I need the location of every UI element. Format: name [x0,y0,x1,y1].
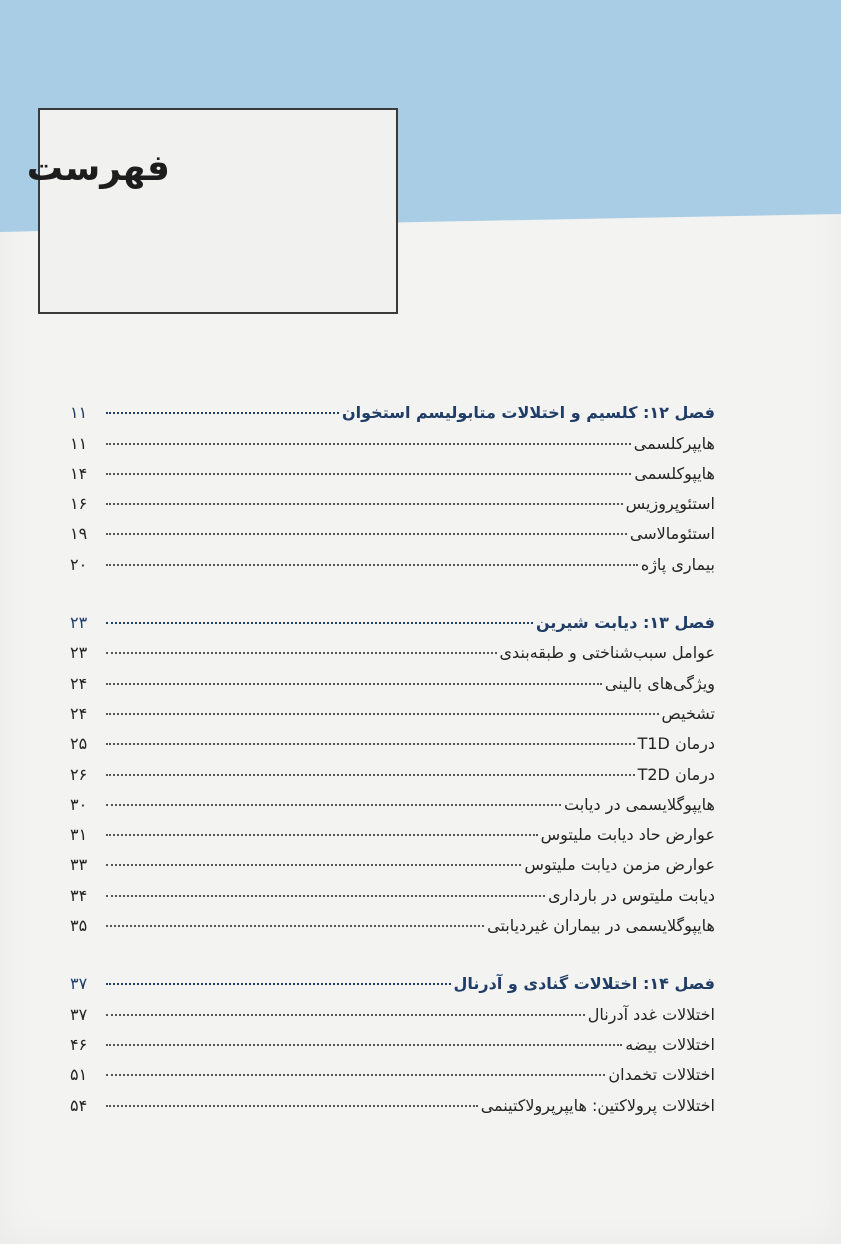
entry-title: ویژگی‌های بالینی [604,673,715,693]
page-number: ۳۰ [70,794,88,814]
entry-title: هایپوگلایسمی در دیابت [564,794,715,814]
toc-entry[interactable] [70,1054,715,1084]
table-of-contents [70,392,715,1143]
entry-title: بیماری پاژه [640,554,715,574]
toc-entry[interactable] [70,662,715,692]
dot-leader [106,1105,478,1107]
toc-entry[interactable] [70,632,715,662]
dot-leader [106,503,623,505]
dot-leader [106,1014,585,1016]
page-number: ۵۴ [70,1095,88,1115]
toc-entry[interactable] [70,693,715,723]
page-number: ۲۴ [70,673,88,693]
dot-leader [106,473,631,475]
dot-leader [106,895,545,897]
dot-leader [106,983,451,985]
page-number: ۲۵ [70,734,88,754]
dot-leader [106,925,484,927]
dot-leader [106,533,627,535]
page-number: ۱۹ [70,524,88,544]
dot-leader [106,864,521,866]
toc-entry[interactable] [70,723,715,753]
toc-section [70,963,715,1114]
toc-entry[interactable] [70,453,715,483]
entry-title: استئوپروزیس [625,494,715,514]
entry-title: تشخیص [661,703,715,723]
dot-leader [106,774,635,776]
entry-title: هایپوکلسمی [634,463,715,483]
dot-leader [106,622,533,624]
toc-entry[interactable] [70,814,715,844]
page-number: ۲۶ [70,764,88,784]
page-number: ۲۳ [70,613,88,633]
toc-entry[interactable] [70,1084,715,1114]
dot-leader [106,834,538,836]
dot-leader [106,804,561,806]
toc-entry[interactable] [70,513,715,543]
toc-entry[interactable] [70,422,715,452]
page-number: ۳۳ [70,855,88,875]
entry-title: اختلالات بیضه [625,1034,715,1054]
entry-title: درمان T1D [637,734,715,754]
page-number: ۱۶ [70,494,88,514]
toc-entry[interactable] [70,874,715,904]
chapter-title: فصل ۱۲: کلسیم و اختلالات متابولیسم استخوان [341,403,715,423]
toc-entry[interactable] [70,1024,715,1054]
dot-leader [106,1044,622,1046]
toc-entry[interactable] [70,483,715,513]
entry-title: هایپوگلایسمی در بیماران غیردیابتی [487,916,715,936]
toc-entry[interactable] [70,905,715,935]
dot-leader [106,713,659,715]
page-number: ۴۶ [70,1034,88,1054]
page-number: ۳۷ [70,974,88,994]
toc-section [70,392,715,574]
dot-leader [106,743,635,745]
entry-title: استئومالاسی [629,524,715,544]
page-number: ۱۱ [70,433,88,453]
toc-entry[interactable] [70,784,715,814]
dot-leader [106,1074,605,1076]
page-number: ۲۰ [70,554,88,574]
page-number: ۱۴ [70,463,88,483]
entry-title: اختلالات غدد آدرنال [587,1004,715,1024]
toc-entry[interactable] [70,543,715,573]
toc-entry[interactable] [70,753,715,783]
toc-entry[interactable] [70,993,715,1023]
page-number: ۲۴ [70,703,88,723]
dot-leader [106,652,497,654]
entry-title: اختلالات تخمدان [608,1065,715,1085]
page-number: ۳۱ [70,825,88,845]
entry-title: اختلالات پرولاکتین: هایپرپرولاکتینمی [480,1095,715,1115]
entry-title: عوارض مزمن دیابت ملیتوس [524,855,715,875]
title-box [26,108,398,314]
entry-title: عوامل سبب‌شناختی و طبقه‌بندی [499,643,715,663]
entry-title: دیابت ملیتوس در بارداری [548,885,715,905]
chapter-row[interactable] [70,392,715,422]
dot-leader [106,443,631,445]
chapter-title: فصل ۱۴: اختلالات گنادی و آدرنال [453,974,715,994]
chapter-row[interactable] [70,963,715,993]
page-title: فهرست [26,148,170,189]
page-number: ۲۳ [70,643,88,663]
dot-leader [106,683,602,685]
chapter-title: فصل ۱۳: دیابت شیرین [536,613,715,633]
dot-leader [106,564,638,566]
page-number: ۱۱ [70,403,88,423]
toc-entry[interactable] [70,844,715,874]
dot-leader [106,412,339,414]
page-number: ۳۷ [70,1004,88,1024]
page-number: ۳۴ [70,885,88,905]
toc-section [70,602,715,935]
page-number: ۵۱ [70,1065,88,1085]
entry-title: عوارض حاد دیابت ملیتوس [540,825,715,845]
entry-title: هایپرکلسمی [633,433,715,453]
chapter-row[interactable] [70,602,715,632]
entry-title: درمان T2D [637,764,715,784]
page-number: ۳۵ [70,916,88,936]
